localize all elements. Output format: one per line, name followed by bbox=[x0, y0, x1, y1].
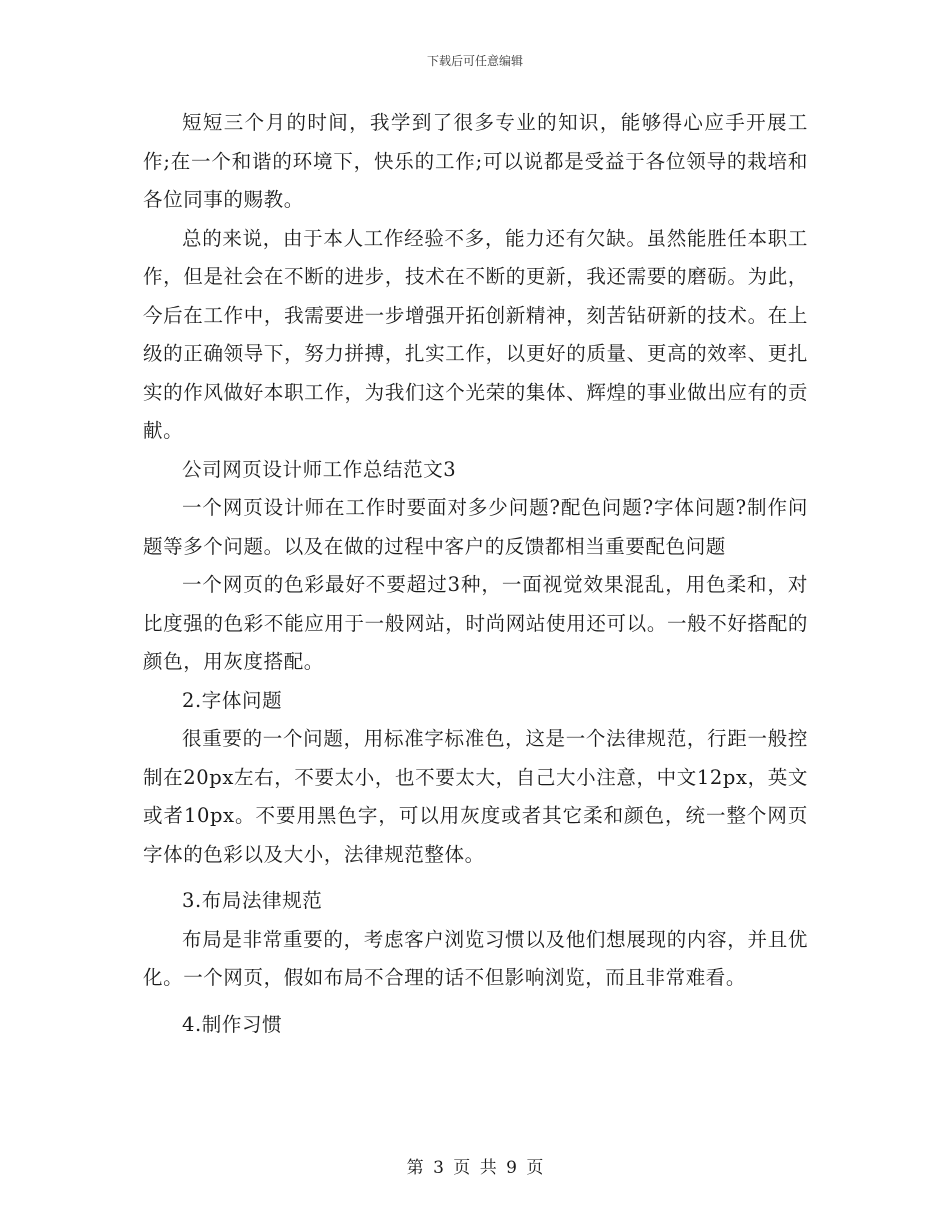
document-body bbox=[143, 104, 808, 1044]
paragraph-color: 一个网页的色彩最好不要超过3种，一面视觉效果混乱，用色柔和，对比度强的色彩不能应用于一般网站，时尚网站使用还可以。一般不好搭配的颜色，用灰度搭配。 bbox=[143, 573, 808, 673]
heading-font-issue: 2.字体问题 bbox=[182, 688, 283, 712]
heading-habits: 4.制作习惯 bbox=[182, 1012, 283, 1036]
page-header: 下载后可任意编辑 bbox=[426, 54, 523, 68]
paragraph-gains: 短短三个月的时间，我学到了很多专业的知识，能够得心应手开展工作;在一个和谐的环境下，快乐的工作;可以说都是受益于各位领导的栽培和各位同事的赐教。 bbox=[143, 111, 808, 211]
paragraph-summary: 总的来说，由于本人工作经验不多，能力还有欠缺。虽然能胜任本职工作，但是社会在不断的进步，技术在不断的更新，我还需要的磨砺。为此，今后在工作中，我需要进一步增强开拓创新精神，刻苦钻研新的技术。在上级的正确领导下，努力拼搏，扎实工作，以更好的质量、更高的效率、更扎实的作风做好本职工作，为我们这个光荣的集体、辉煌的事业做出应有的贡献。 bbox=[143, 226, 808, 442]
paragraph-problems: 一个网页设计师在工作时要面对多少问题?配色问题?字体问题?制作问题等多个问题。以及在做的过程中客户的反馈都相当重要配色问题 bbox=[143, 496, 808, 558]
paragraph-font: 很重要的一个问题，用标准字标准色，这是一个法律规范，行距一般控制在20px左右，不要太小，也不要太大，自己大小注意，中文12px，英文或者10px。不要用黑色字，可以用灰度或者其它柔和颜色，统一整个网页字体的色彩以及大小，法律规范整体。 bbox=[143, 727, 808, 866]
heading-layout: 3.布局法律规范 bbox=[182, 889, 323, 912]
page-number-footer: 第 3 页 共 9 页 bbox=[406, 1158, 544, 1178]
section-title: 公司网页设计师工作总结范文3 bbox=[182, 457, 457, 481]
paragraph-layout: 布局是非常重要的，考虑客户浏览习惯以及他们想展现的内容，并且优化。一个网页，假如布局不合理的话不但影响浏览，而且非常难看。 bbox=[143, 927, 808, 989]
